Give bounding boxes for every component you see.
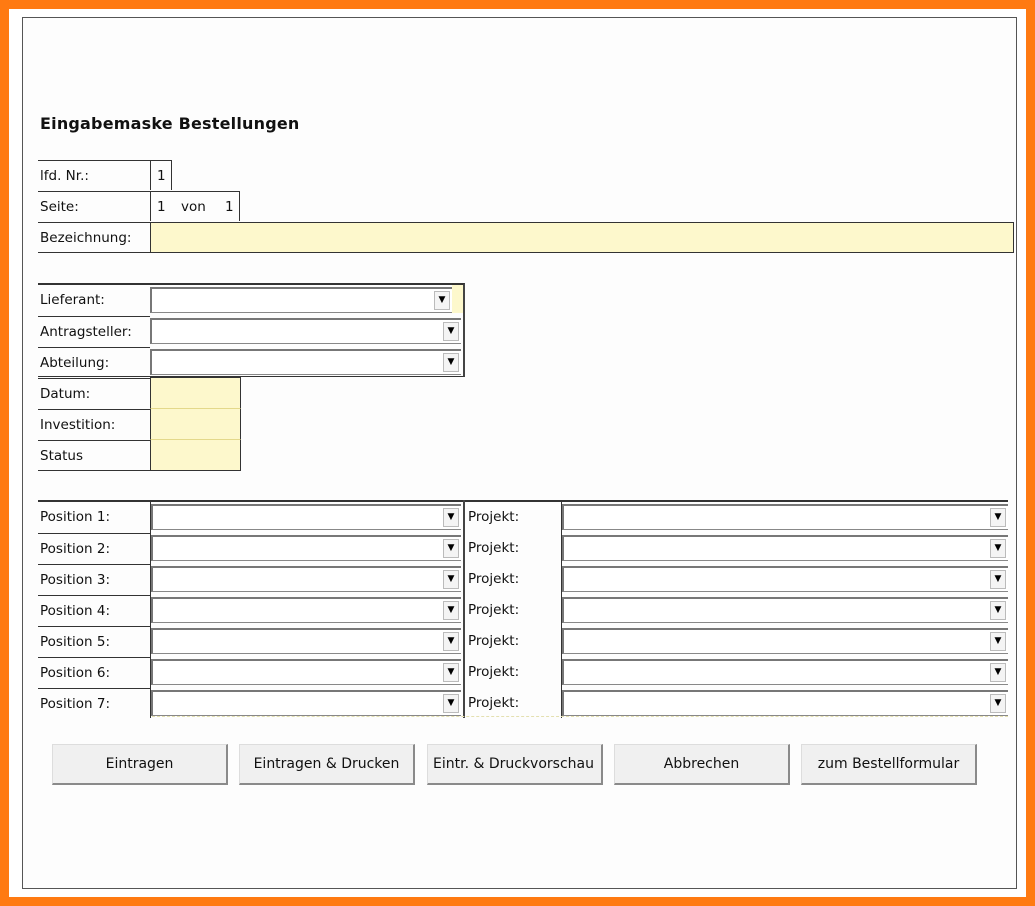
projekt-select[interactable]: [562, 504, 1008, 530]
position-select[interactable]: [151, 566, 461, 592]
antragsteller-label: Antragsteller:: [38, 316, 150, 346]
projekt-select[interactable]: [562, 597, 1008, 623]
eintragen-button[interactable]: Eintragen: [52, 744, 228, 785]
projekt-label: Projekt:: [468, 571, 520, 587]
seite-label: Seite:: [38, 191, 150, 221]
position-label: Position 6:: [38, 657, 150, 687]
projekt-select[interactable]: [562, 628, 1008, 654]
dropdown-arrow-icon[interactable]: ▼: [443, 632, 459, 651]
projekt-label: Projekt:: [468, 664, 520, 680]
position-select[interactable]: [151, 659, 461, 685]
dropdown-arrow-icon[interactable]: ▼: [443, 322, 459, 341]
lfd-nr-label: lfd. Nr.:: [38, 160, 150, 190]
status-label: Status: [38, 440, 150, 471]
position-select[interactable]: [151, 535, 461, 561]
datum-label: Datum:: [38, 378, 150, 408]
dropdown-arrow-icon[interactable]: ▼: [443, 694, 459, 713]
position-select[interactable]: [151, 690, 461, 716]
projekt-label: Projekt:: [468, 695, 520, 711]
bezeichnung-field[interactable]: [150, 222, 1014, 253]
position-label: Position 4:: [38, 595, 150, 625]
position-select[interactable]: [151, 504, 461, 530]
dropdown-arrow-icon[interactable]: ▼: [443, 353, 459, 372]
position-label: Position 2:: [38, 533, 150, 563]
seite-current: 1: [157, 199, 166, 215]
dropdown-arrow-icon[interactable]: ▼: [990, 508, 1006, 527]
projekt-label: Projekt:: [468, 633, 520, 649]
dropdown-arrow-icon[interactable]: ▼: [443, 539, 459, 558]
positions-divider-mid: [463, 500, 465, 718]
dropdown-arrow-icon[interactable]: ▼: [443, 601, 459, 620]
supplier-cell-edge: [452, 285, 463, 313]
projekt-select[interactable]: [562, 659, 1008, 685]
eintragen-drucken-button[interactable]: Eintragen & Drucken: [239, 744, 415, 785]
investition-field[interactable]: [150, 408, 241, 439]
dropdown-arrow-icon[interactable]: ▼: [990, 694, 1006, 713]
projekt-select[interactable]: [562, 690, 1008, 716]
position-label: Position 1:: [40, 509, 110, 525]
dropdown-arrow-icon[interactable]: ▼: [990, 632, 1006, 651]
seite-von: von: [181, 199, 206, 215]
position-label: Position 3:: [38, 564, 150, 594]
abbrechen-button[interactable]: Abbrechen: [614, 744, 790, 785]
bestellformular-button[interactable]: zum Bestellformular: [801, 744, 977, 785]
position-label: Position 7:: [38, 688, 150, 718]
bezeichnung-label: Bezeichnung:: [38, 222, 150, 253]
seite-total: 1: [225, 199, 234, 215]
status-field[interactable]: [150, 439, 241, 471]
form-title: Eingabemaske Bestellungen: [40, 114, 300, 133]
dropdown-arrow-icon[interactable]: ▼: [443, 508, 459, 527]
datum-field[interactable]: [150, 377, 241, 408]
position-select[interactable]: [151, 597, 461, 623]
dropdown-arrow-icon[interactable]: ▼: [990, 663, 1006, 682]
projekt-label: Projekt:: [468, 602, 520, 618]
lieferant-label: Lieferant:: [40, 292, 105, 308]
dropdown-arrow-icon[interactable]: ▼: [443, 663, 459, 682]
abteilung-label: Abteilung:: [38, 347, 150, 377]
antragsteller-select[interactable]: [150, 318, 461, 344]
lfd-nr-value: 1: [150, 160, 172, 190]
dropdown-arrow-icon[interactable]: ▼: [990, 570, 1006, 589]
seite-value: [150, 191, 240, 221]
positions-bottom-dotted: [152, 716, 1008, 717]
dropdown-arrow-icon[interactable]: ▼: [990, 601, 1006, 620]
projekt-select[interactable]: [562, 566, 1008, 592]
projekt-label: Projekt:: [468, 509, 520, 525]
lieferant-select[interactable]: [150, 287, 452, 313]
druckvorschau-button[interactable]: Eintr. & Druckvorschau: [427, 744, 603, 785]
dropdown-arrow-icon[interactable]: ▼: [443, 570, 459, 589]
position-label: Position 5:: [38, 626, 150, 656]
projekt-label: Projekt:: [468, 540, 520, 556]
dropdown-arrow-icon[interactable]: ▼: [990, 539, 1006, 558]
investition-label: Investition:: [38, 409, 150, 439]
dropdown-arrow-icon[interactable]: ▼: [434, 291, 450, 310]
projekt-select[interactable]: [562, 535, 1008, 561]
abteilung-select[interactable]: [150, 349, 461, 375]
position-select[interactable]: [151, 628, 461, 654]
